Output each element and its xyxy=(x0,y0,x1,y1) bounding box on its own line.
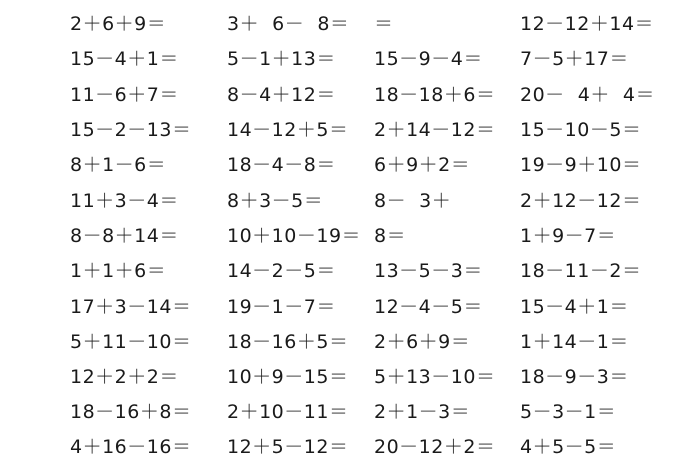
problem-row xyxy=(0,48,700,82)
problem: 8－4＋12＝ xyxy=(227,84,336,106)
problem-row xyxy=(0,225,700,259)
problem-row xyxy=(0,190,700,224)
problem-row xyxy=(0,260,700,294)
problem-row xyxy=(0,401,700,435)
problem: 18－9－3＝ xyxy=(520,366,629,388)
problem-row xyxy=(0,13,700,47)
problem-row xyxy=(0,366,700,400)
problem: 4＋16－16＝ xyxy=(70,436,192,458)
problem: 10＋10－19＝ xyxy=(227,225,362,247)
problem: 11－6＋7＝ xyxy=(70,84,179,106)
problem: 12－12＋14＝ xyxy=(520,13,655,35)
problem: 19－1－7＝ xyxy=(227,296,336,318)
problem: 6＋9＋2＝ xyxy=(374,154,471,176)
problem: 14－2－5＝ xyxy=(227,260,336,282)
problem: 5－3－1＝ xyxy=(520,401,617,423)
problem: 1＋14－1＝ xyxy=(520,331,629,353)
problem: 17＋3－14＝ xyxy=(70,296,192,318)
problem: 11＋3－4＝ xyxy=(70,190,179,212)
problem: 5－1＋13＝ xyxy=(227,48,336,70)
problem: 7－5＋17＝ xyxy=(520,48,629,70)
problem-row xyxy=(0,154,700,188)
problem: 8＋1－6＝ xyxy=(70,154,167,176)
problem: 8－8＋14＝ xyxy=(70,225,179,247)
problem: 8＋3－5＝ xyxy=(227,190,324,212)
problem: 1＋9－7＝ xyxy=(520,225,617,247)
problem: 18－16＋8＝ xyxy=(70,401,192,423)
problem: 14－12＋5＝ xyxy=(227,119,349,141)
problem: 18－4－8＝ xyxy=(227,154,336,176)
problem: 8＝ xyxy=(374,225,407,247)
problem: 8－ 3＋ xyxy=(374,190,452,212)
problem: 20－12＋2＝ xyxy=(374,436,496,458)
problem: 5＋11－10＝ xyxy=(70,331,192,353)
problem: 2＋1－3＝ xyxy=(374,401,471,423)
problem: 15－4＋1＝ xyxy=(70,48,179,70)
problem: 2＋10－11＝ xyxy=(227,401,349,423)
problem: 3＋ 6－ 8＝ xyxy=(227,13,350,35)
problem: 15－9－4＝ xyxy=(374,48,483,70)
problem: 13－5－3＝ xyxy=(374,260,483,282)
problem: 20－ 4＋ 4＝ xyxy=(520,84,656,106)
problem: 12－4－5＝ xyxy=(374,296,483,318)
problem: 2＋6＋9＝ xyxy=(70,13,167,35)
problem: 15－10－5＝ xyxy=(520,119,642,141)
problem: 2＋12－12＝ xyxy=(520,190,642,212)
problem-row xyxy=(0,296,700,330)
problem: 18－18＋6＝ xyxy=(374,84,496,106)
problem: 12＋2＋2＝ xyxy=(70,366,179,388)
problem: 12＋5－12＝ xyxy=(227,436,349,458)
problem-row xyxy=(0,331,700,365)
problem: 4＋5－5＝ xyxy=(520,436,617,458)
problem-row xyxy=(0,119,700,153)
problem-row xyxy=(0,436,700,470)
problem: 5＋13－10＝ xyxy=(374,366,496,388)
problem: 2＋14－12＝ xyxy=(374,119,496,141)
problem: ＝ xyxy=(374,13,394,35)
problem: 10＋9－15＝ xyxy=(227,366,349,388)
problem: 2＋6＋9＝ xyxy=(374,331,471,353)
problem: 15－4＋1＝ xyxy=(520,296,629,318)
problem: 15－2－13＝ xyxy=(70,119,192,141)
problem-row xyxy=(0,84,700,118)
problem: 19－9＋10＝ xyxy=(520,154,642,176)
problem: 1＋1＋6＝ xyxy=(70,260,167,282)
problem: 18－16＋5＝ xyxy=(227,331,349,353)
problem: 18－11－2＝ xyxy=(520,260,642,282)
